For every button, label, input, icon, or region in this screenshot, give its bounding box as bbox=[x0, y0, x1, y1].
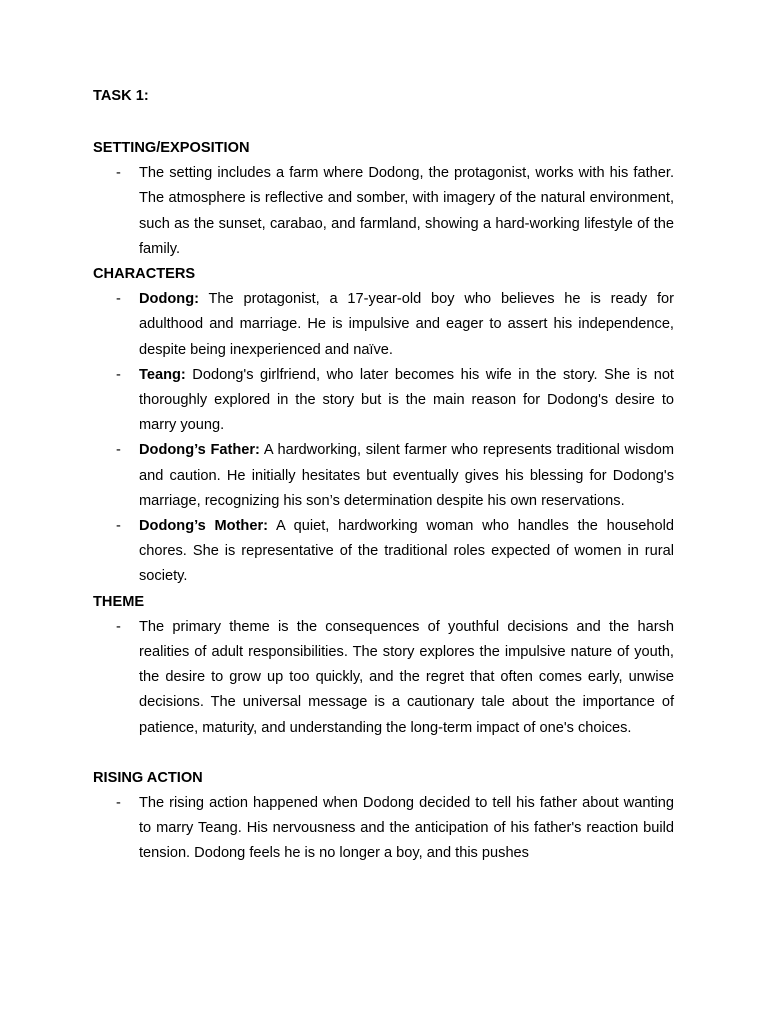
item-text: The protagonist, a 17-year-old boy who believes he is ready for adulthood and marriage. He is impulsive and eager to assert his independence, despite being inexperienced and naïve. bbox=[139, 291, 674, 358]
dash-bullet: - bbox=[116, 618, 121, 635]
item-text: The rising action happened when Dodong decided to tell his father about wanting to marry Teang. His nervousness and the anticipation of his father's reaction build tension. Dodong feels he is no longer a boy, and this pushes bbox=[139, 795, 674, 862]
dash-bullet: - bbox=[116, 366, 121, 383]
list-item bbox=[93, 514, 674, 590]
item-text: The setting includes a farm where Dodong, the protagonist, works with his father. The atmosphere is reflective and somber, with imagery of the natural environment, such as the sunset, carabao, and farmland, showing a hard-working lifestyle of the family. bbox=[139, 165, 674, 257]
list-item bbox=[93, 287, 674, 363]
item-term: Dodong’s Mother: bbox=[139, 518, 269, 535]
setting-list bbox=[93, 161, 674, 262]
rising-action-list bbox=[93, 791, 674, 867]
item-text: A quiet, hardworking woman who handles the household chores. She is representative of the traditional roles expected of women in rural society. bbox=[139, 518, 675, 585]
section-heading-rising-action: RISING ACTION bbox=[93, 769, 203, 786]
theme-list bbox=[93, 615, 674, 741]
dash-bullet: - bbox=[116, 442, 121, 459]
task-title: TASK 1: bbox=[93, 88, 149, 104]
list-item bbox=[93, 363, 674, 439]
dash-bullet: - bbox=[116, 165, 121, 182]
dash-bullet: - bbox=[116, 795, 121, 812]
spacer bbox=[93, 741, 674, 766]
list-item bbox=[93, 615, 674, 741]
item-text: Dodong's girlfriend, who later becomes his wife in the story. She is not thoroughly explored in the story but is the main reason for Dodong's desire to marry young. bbox=[139, 366, 674, 434]
item-term: Teang: bbox=[139, 366, 186, 383]
item-text: The primary theme is the consequences of youthful decisions and the harsh realities of adult responsibilities. The story explores the impulsive nature of youth, the desire to grow up too quickly, and the regret that often comes early, unwise decisions. The universal message is a cautionary tale about the importance of patience, maturity, and understanding the long-term impact of one's choices. bbox=[139, 618, 674, 736]
list-item bbox=[93, 161, 674, 262]
list-item bbox=[93, 791, 674, 867]
dash-bullet: - bbox=[116, 518, 121, 535]
item-term: Dodong: bbox=[139, 291, 199, 308]
item-term: Dodong’s Father: bbox=[139, 442, 260, 459]
characters-list bbox=[93, 287, 674, 589]
list-item bbox=[93, 438, 674, 514]
dash-bullet: - bbox=[116, 291, 121, 308]
document-page bbox=[93, 86, 674, 867]
item-text: A hardworking, silent farmer who represents traditional wisdom and caution. He initially hesitates but eventually gives his blessing for Dodong's marriage, recognizing his son’s determination despite his own reservations. bbox=[139, 442, 674, 509]
spacer bbox=[93, 106, 674, 136]
section-heading-setting: SETTING/EXPOSITION bbox=[93, 140, 250, 156]
section-heading-theme: THEME bbox=[93, 593, 145, 610]
section-heading-characters: CHARACTERS bbox=[93, 266, 196, 283]
